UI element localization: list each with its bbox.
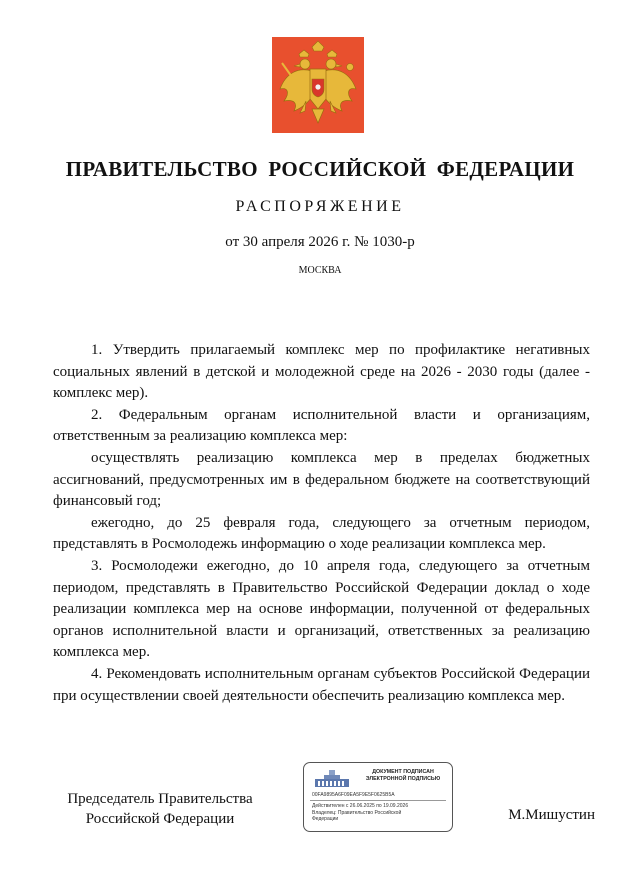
double-headed-eagle-icon	[272, 37, 364, 133]
government-building-icon	[312, 769, 352, 789]
signer-position-line-2: Российской Федерации	[85, 811, 235, 827]
paragraph-4: 4. Рекомендовать исполнительным органам субъектов Российской Федерации при осуществлении своей деятельности обеспечить реализацию комплекса мер.	[53, 665, 590, 704]
organization-title: ПРАВИТЕЛЬСТВО РОССИЙСКОЙ ФЕДЕРАЦИИ	[65, 157, 575, 181]
paragraph-3: 3. Росмолодежи ежегодно, до 10 апреля года, следующего за отчетным периодом, представлять в Правительство Российской Федерации доклад о ходе реализации комплекса мер на основе информации, полученной от федеральных органов исполнительной власти и организаций, ответственных за реализацию комплекса мер.	[53, 557, 590, 661]
document-body	[53, 340, 590, 707]
document-type: РАСПОРЯЖЕНИЕ	[235, 198, 405, 215]
stamp-heading-line-1: ДОКУМЕНТ ПОДПИСАН	[372, 769, 434, 775]
coat-of-arms-emblem	[272, 37, 364, 133]
signer-position	[40, 789, 280, 829]
stamp-divider	[310, 800, 446, 801]
paragraph-2-item-2: ежегодно, до 25 февраля года, следующего за отчетным периодом, представлять в Росмолодежь информацию о ходе реализации комплекса мер.	[53, 514, 590, 553]
paragraph-2: 2. Федеральным органам исполнительной власти и организациям, ответственным за реализацию комплекса мер:	[53, 406, 590, 445]
paragraph-1: 1. Утвердить прилагаемый комплекс мер по профилактике негативных социальных явлений в детской и молодежной среде на 2026 - 2030 годы (далее - комплекс мер).	[53, 342, 590, 402]
stamp-validity: Действителен с 26.06.2025 по 19.09.2026	[312, 803, 409, 809]
stamp-owner-line-1: Владелец: Правительство Российской	[312, 810, 402, 816]
document-place: МОСКВА	[298, 265, 342, 276]
stamp-certificate: 00FA9895A6F09EA5F9E5F0625B5A	[312, 792, 395, 798]
document-date-number: от 30 апреля 2026 г. № 1030-р	[225, 234, 415, 250]
stamp-owner-line-2: Федерации	[312, 816, 339, 822]
stamp-heading-line-2: ЭЛЕКТРОННОЙ ПОДПИСЬЮ	[365, 775, 441, 782]
electronic-signature-stamp	[303, 762, 453, 832]
stamp-heading	[358, 769, 448, 782]
paragraph-2-item-1: осуществлять реализацию комплекса мер в пределах бюджетных ассигнований, предусмотренных им в федеральном бюджете на соответствующий финансовый год;	[53, 449, 590, 510]
signer-name: М.Мишустин	[508, 807, 595, 823]
signer-position-line-1: Председатель Правительства	[67, 791, 253, 807]
